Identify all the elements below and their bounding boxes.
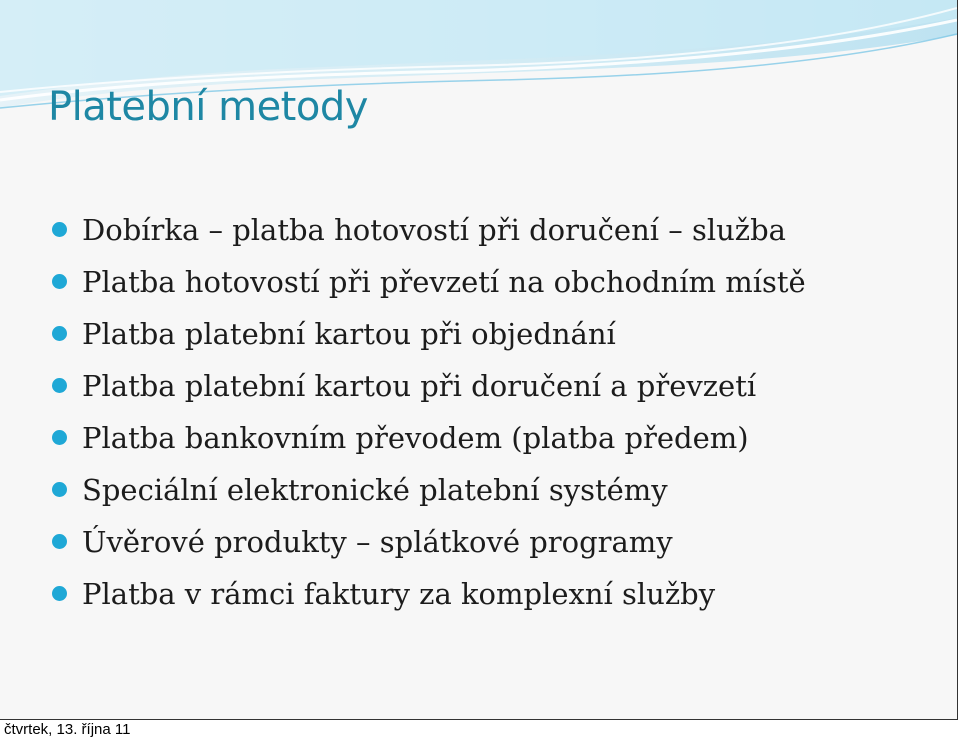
bullet-dot-icon [52, 586, 67, 601]
bullet-item [52, 468, 806, 520]
bullet-dot-icon [52, 326, 67, 341]
bullet-dot-icon [52, 274, 67, 289]
bullet-dot-icon [52, 534, 67, 549]
bullet-item [52, 520, 806, 572]
bullet-text: Platba v rámci faktury za komplexní služby [82, 577, 716, 611]
bullet-dot-icon [52, 430, 67, 445]
bullet-item [52, 364, 806, 416]
bullet-text: Platba platební kartou při objednání [82, 317, 616, 351]
footer-date: čtvrtek, 13. října 11 [4, 721, 131, 738]
bullet-dot-icon [52, 222, 67, 237]
bullet-item [52, 208, 806, 260]
bullet-text: Úvěrové produkty – splátkové programy [82, 525, 673, 559]
bullet-text: Platba platební kartou při doručení a převzetí [82, 369, 757, 403]
bullet-list [52, 208, 806, 624]
bullet-dot-icon [52, 378, 67, 393]
slide-title: Platební metody [48, 84, 368, 130]
bullet-text: Speciální elektronické platební systémy [82, 473, 668, 507]
bullet-dot-icon [52, 482, 67, 497]
bullet-text: Platba hotovostí při převzetí na obchodním místě [82, 265, 806, 299]
bullet-text: Platba bankovním převodem (platba předem) [82, 421, 749, 455]
bullet-item [52, 260, 806, 312]
bullet-item [52, 416, 806, 468]
bullet-text: Dobírka – platba hotovostí při doručení – služba [82, 213, 786, 247]
bullet-item [52, 572, 806, 624]
bullet-item [52, 312, 806, 364]
